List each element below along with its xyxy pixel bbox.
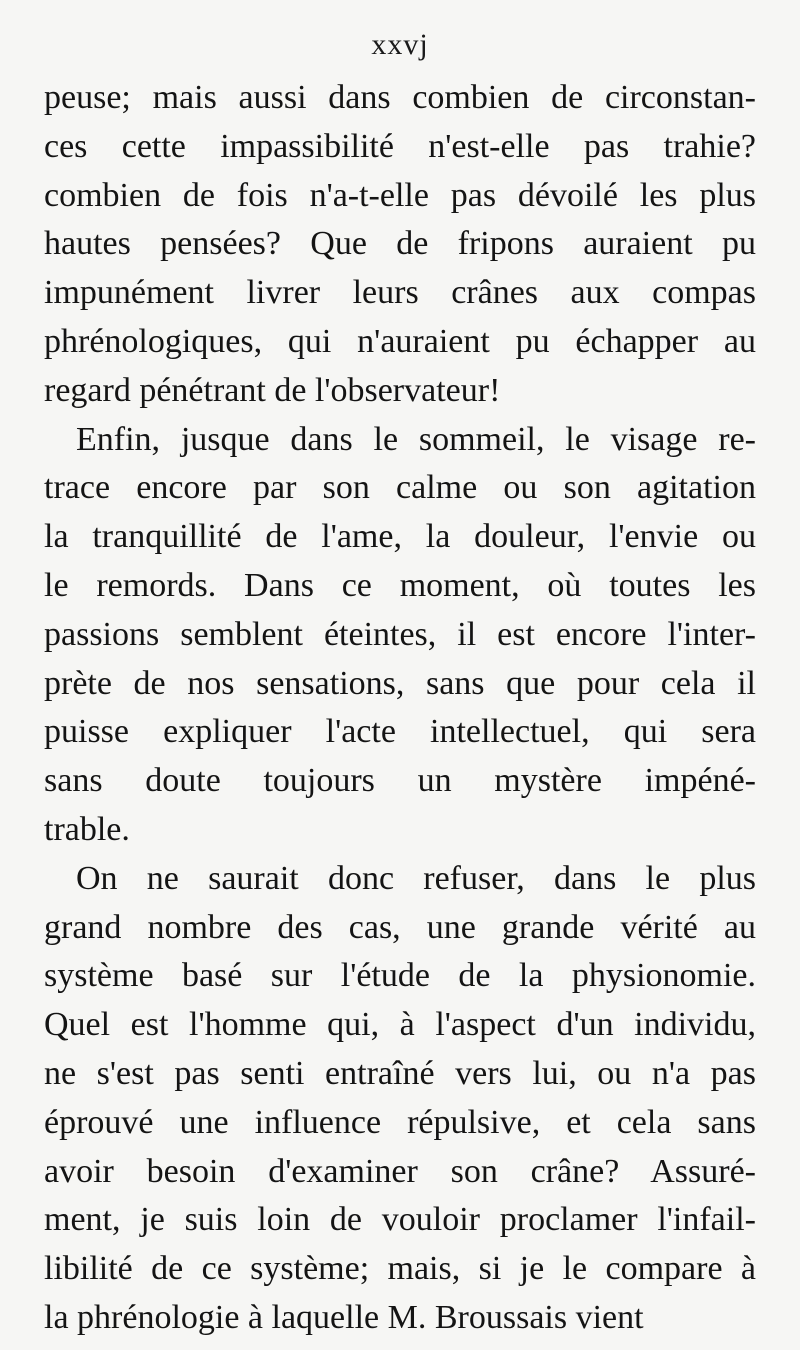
- body-text: [44, 74, 756, 1343]
- text-line: passions semblent éteintes, il est encore l'inter-: [44, 615, 756, 653]
- text-line: la tranquillité de l'ame, la douleur, l'envie ou: [44, 518, 756, 556]
- text-line: sans doute toujours un mystère impéné-: [44, 762, 756, 800]
- text-line: grand nombre des cas, une grande vérité au: [44, 908, 756, 946]
- page-number: xxvj: [371, 28, 429, 61]
- text-line: peuse; mais aussi dans combien de circonstan-: [44, 79, 756, 116]
- text-line: système basé sur l'étude de la physionomie.: [44, 957, 756, 995]
- text-line: Quel est l'homme qui, à l'aspect d'un individu,: [44, 1006, 756, 1044]
- text-line: prète de nos sensations, sans que pour cela il: [44, 664, 756, 702]
- text-line: On ne saurait donc refuser, dans le plus: [76, 859, 756, 897]
- text-line: avoir besoin d'examiner son crâne? Assuré-: [44, 1152, 756, 1190]
- text-line: combien de fois n'a-t-elle pas dévoilé les plus: [44, 176, 756, 214]
- text-line: ne s'est pas senti entraîné vers lui, ou n'a pas: [44, 1054, 756, 1092]
- text-line: phrénologiques, qui n'auraient pu échapper au: [44, 322, 756, 360]
- text-line: éprouvé une influence répulsive, et cela sans: [44, 1103, 756, 1141]
- text-line: impunément livrer leurs crânes aux compas: [44, 274, 756, 312]
- text-line: trable.: [44, 810, 130, 848]
- paragraph: [44, 855, 756, 1343]
- text-line: libilité de ce système; mais, si je le compare à: [44, 1250, 756, 1288]
- paragraph: [44, 416, 756, 855]
- text-line: trace encore par son calme ou son agitation: [44, 469, 756, 507]
- text-line: la phrénologie à laquelle M. Broussais vient: [44, 1298, 644, 1336]
- text-line: le remords. Dans ce moment, où toutes les: [44, 566, 756, 604]
- paragraph: [44, 74, 756, 416]
- text-line: Enfin, jusque dans le sommeil, le visage re-: [76, 420, 756, 458]
- text-line: puisse expliquer l'acte intellectuel, qui sera: [44, 713, 756, 751]
- text-line: hautes pensées? Que de fripons auraient pu: [44, 225, 756, 263]
- text-line: ment, je suis loin de vouloir proclamer l'infail-: [44, 1201, 756, 1239]
- text-line: ces cette impassibilité n'est-elle pas trahie?: [44, 127, 756, 165]
- text-line: regard pénétrant de l'observateur!: [44, 371, 501, 409]
